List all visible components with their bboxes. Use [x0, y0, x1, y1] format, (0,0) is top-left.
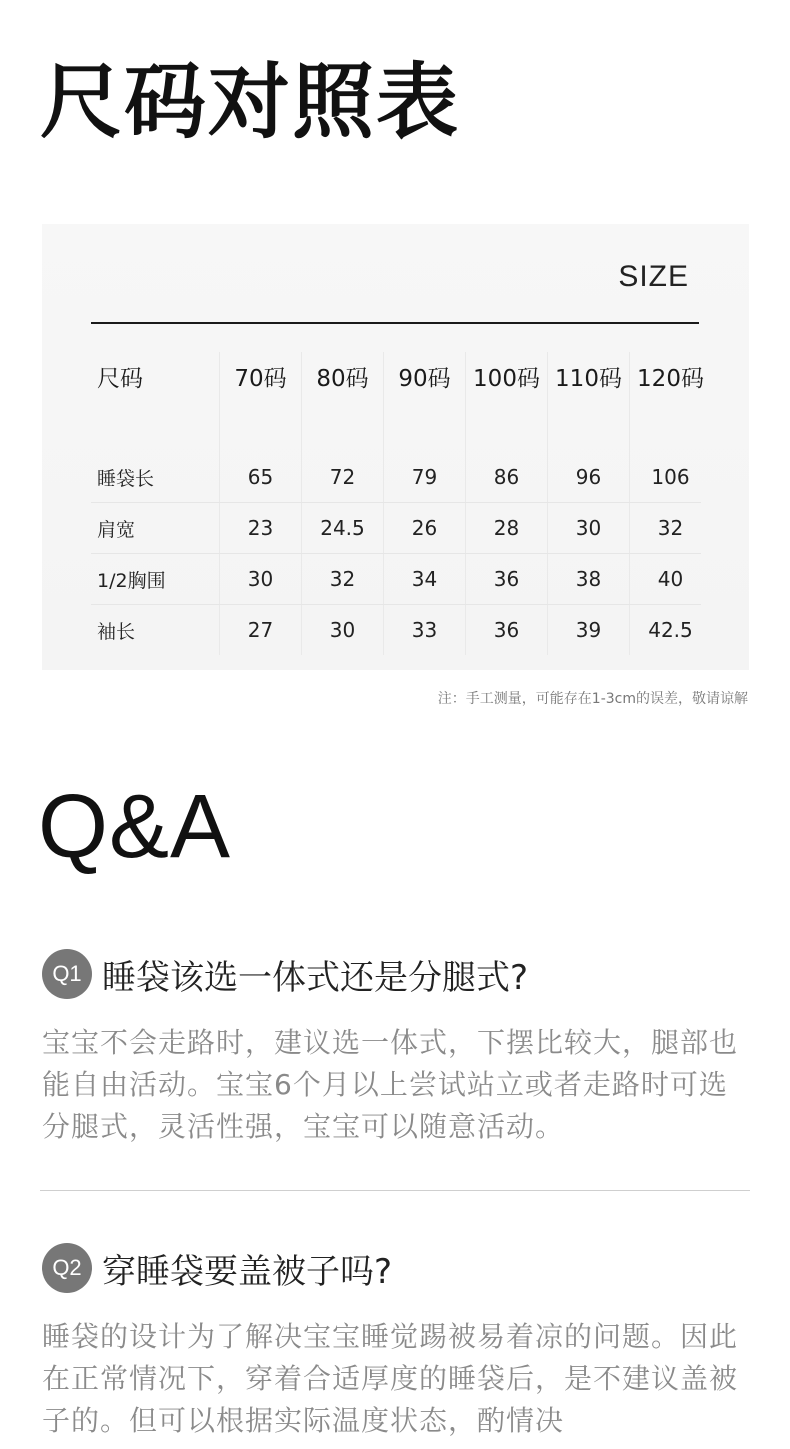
question-badge: Q1: [42, 949, 92, 999]
table-spacer: [91, 400, 701, 452]
qa-divider: [40, 1190, 750, 1191]
spacer-cell: [301, 400, 383, 452]
table-row: [91, 554, 701, 605]
table-cell: 72: [301, 452, 383, 502]
table-cell: 30: [219, 554, 301, 604]
table-cell: 27: [219, 605, 301, 655]
page-title: 尺码对照表: [40, 55, 461, 150]
qa-item-2: [42, 1240, 750, 1442]
size-chart-panel: [42, 224, 749, 670]
spacer-cell: [547, 400, 629, 452]
qa-title: Q&A: [38, 777, 232, 877]
table-cell: 40: [629, 554, 711, 604]
row-label: 肩宽: [97, 518, 136, 541]
size-table: [91, 352, 704, 655]
table-cell: 30: [547, 503, 629, 553]
table-cell: 23: [219, 503, 301, 553]
table-header-row: [91, 352, 704, 400]
row-label: 睡袋长: [97, 467, 155, 490]
table-cell: 96: [547, 452, 629, 502]
question-heading: [42, 1240, 750, 1296]
header-cell: 尺码: [97, 365, 143, 392]
table-cell: 36: [465, 554, 547, 604]
answer-text: 宝宝不会走路时，建议选一体式，下摆比较大，腿部也能自由活动。宝宝6个月以上尝试站立或者走路时可选分腿式，灵活性强，宝宝可以随意活动。: [42, 1026, 739, 1143]
header-cell: 110码: [547, 352, 629, 400]
header-cell: 80码: [301, 352, 383, 400]
size-divider: [91, 322, 699, 324]
table-cell: 30: [301, 605, 383, 655]
answer-text: 睡袋的设计为了解决宝宝睡觉踢被易着凉的问题。因此在正常情况下，穿着合适厚度的睡袋后，是不建议盖被子的。但可以根据实际温度状态，酌情决: [42, 1320, 739, 1437]
spacer-cell: [465, 400, 547, 452]
question-text: 穿睡袋要盖被子吗?: [102, 1251, 393, 1292]
table-cell: 32: [629, 503, 711, 553]
header-cell: 100码: [465, 352, 547, 400]
question-heading: [42, 946, 750, 1002]
table-cell: 42.5: [629, 605, 711, 655]
table-cell: 38: [547, 554, 629, 604]
table-cell: 65: [219, 452, 301, 502]
measurement-note: 注：手工测量，可能存在1-3cm的误差，敬请谅解: [437, 691, 748, 707]
table-cell: 26: [383, 503, 465, 553]
table-cell: 36: [465, 605, 547, 655]
qa-item-1: [42, 946, 750, 1148]
table-cell: 32: [301, 554, 383, 604]
question-text: 睡袋该选一体式还是分腿式?: [102, 957, 529, 998]
table-cell: 106: [629, 452, 711, 502]
table-cell: 79: [383, 452, 465, 502]
table-row: [91, 605, 701, 655]
size-label: SIZE: [618, 260, 689, 293]
table-cell: 28: [465, 503, 547, 553]
table-cell: 86: [465, 452, 547, 502]
row-label: 1/2胸围: [97, 569, 166, 592]
header-cell: 120码: [629, 352, 711, 400]
spacer-cell: [629, 400, 711, 452]
table-cell: 33: [383, 605, 465, 655]
table-row: [91, 452, 701, 503]
question-badge: Q2: [42, 1243, 92, 1293]
spacer-cell: [219, 400, 301, 452]
header-cell: 70码: [219, 352, 301, 400]
table-cell: 34: [383, 554, 465, 604]
spacer-cell: [383, 400, 465, 452]
table-row: [91, 503, 701, 554]
row-label: 袖长: [97, 620, 136, 643]
table-cell: 39: [547, 605, 629, 655]
header-cell: 90码: [383, 352, 465, 400]
spacer-cell: [91, 400, 219, 452]
table-cell: 24.5: [301, 503, 383, 553]
